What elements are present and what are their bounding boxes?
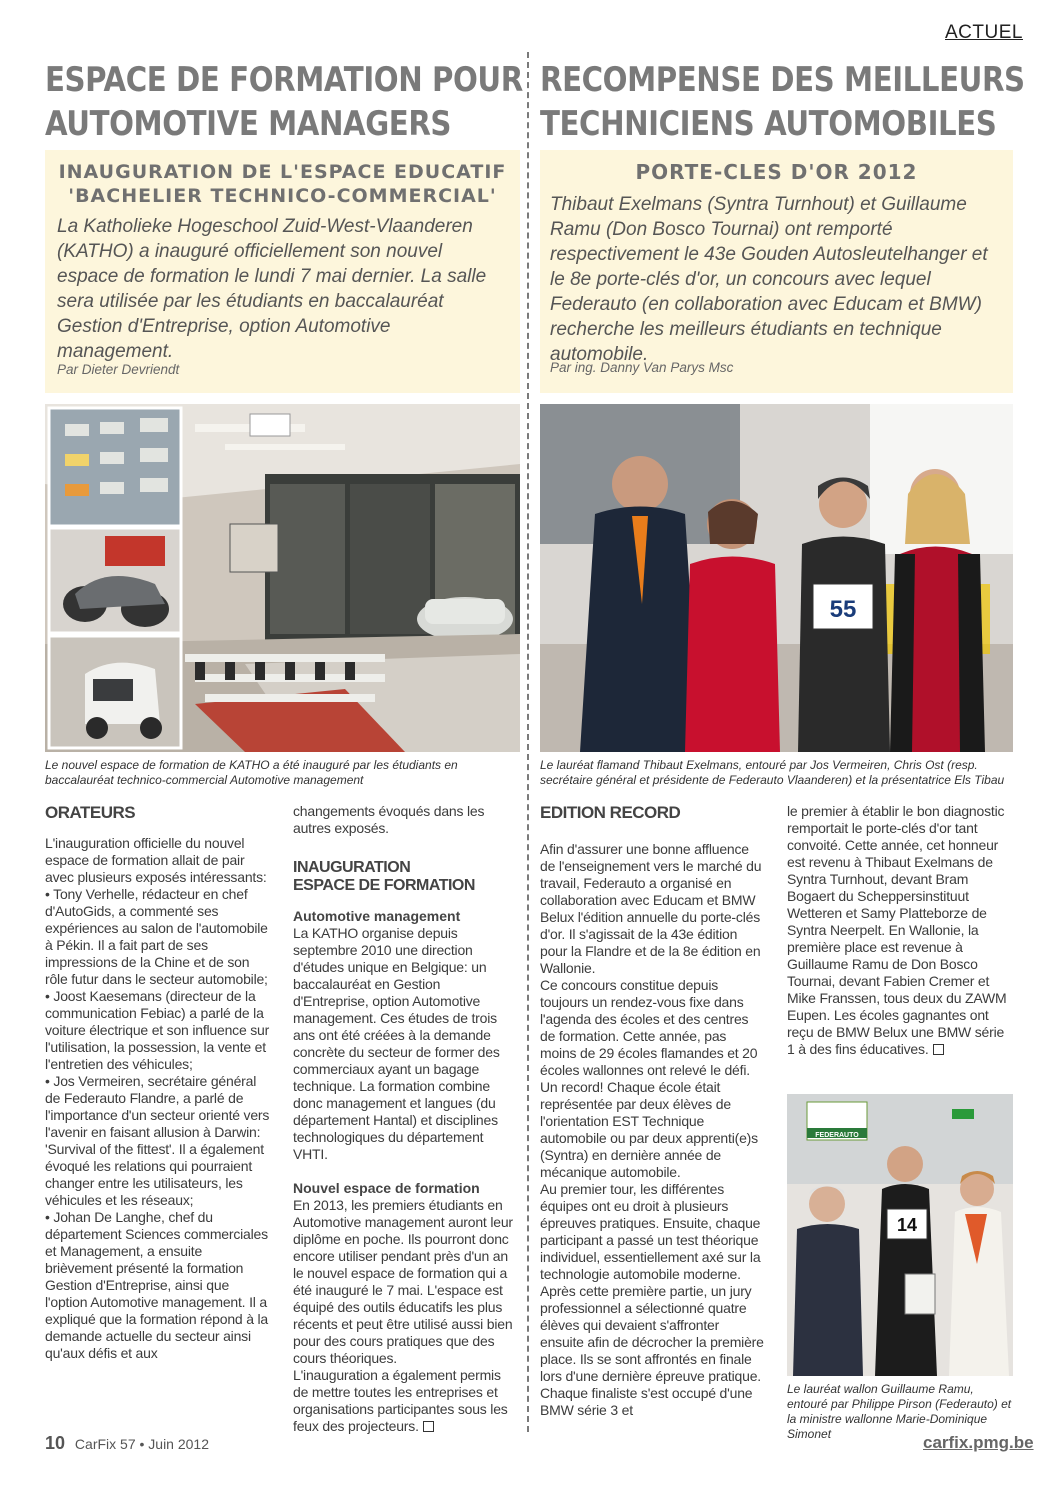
right-photo-caption: Le lauréat flamand Thibaut Exelmans, entouré par Jos Vermeiren, Chris Ost (resp. secrétaire général et présidente de Federauto Vlaanderen) et la présentatrice Els Tibau — [540, 758, 1005, 787]
award-photo — [540, 404, 1013, 752]
website-link[interactable]: carfix.pmg.be — [923, 1433, 1034, 1452]
inauguration-heading-line: ESPACE DE FORMATION — [293, 877, 475, 894]
left-lead-title-line: INAUGURATION DE L'ESPACE EDUCATIF — [58, 161, 507, 183]
nouvel-espace-paragraph: En 2013, les premiers étudiants en Automotive management auront leur diplôme en poche. Ils pourront donc encore utiliser pendant près d'un an le nouvel espace de formation qui a été inauguré le 7 mai. L'espace est équipé des outils éducatifs les plus récents et peut être utilisé aussi bien pour des cours pratiques que des cours théoriques. — [293, 1197, 513, 1366]
continuation-text: changements évoqués dans les autres exposés. — [293, 803, 485, 836]
column-divider — [527, 52, 531, 1432]
left-col2 — [293, 803, 517, 1435]
left-headline-line: ESPACE DE FORMATION POUR — [45, 60, 523, 100]
orateur-item: • Johan De Langhe, chef du département Sciences commerciales et Management, a ensuite brièvement présenté la formation Gestion d'Entreprise, ainsi que l'option Automotive management. Il a expliqué que la formation répond à la demande actuelle du secteur ainsi qu'aux défis et aux — [45, 1209, 268, 1361]
orateur-item: • Tony Verhelle, rédacteur en chef d'AutoGids, a commenté ses expériences au salon de l'automobile à Pékin. Il a fait part de ses impressions de la Chine et de son rôle futur dans le secteur automobile; — [45, 886, 268, 987]
left-lead-title — [45, 150, 520, 208]
orateurs-list — [45, 886, 270, 1362]
left-lead-box — [45, 150, 520, 393]
federauto-sign-text: FEDERAUTO — [815, 1132, 859, 1139]
orateurs-intro: L'inauguration officielle du nouvel espace de formation allait de pair avec plusieurs exposés intéressants: — [45, 835, 267, 885]
bib-number-text: 55 — [829, 596, 857, 623]
end-mark-icon — [423, 1421, 434, 1432]
left-byline: Par Dieter Devriendt — [57, 362, 180, 377]
end-mark-icon — [933, 1044, 944, 1055]
right-lead-text: Thibaut Exelmans (Syntra Turnhout) et Guillaume Ramu (Don Bosco Tournai) ont remporté respectivement le 43e Gouden Autosleutelhanger et le 8e porte-clés d'or, un concours avec lequel Federauto (en collaboration avec Educam et BMW) recherche les meilleurs étudiants en technique automobile. — [550, 194, 988, 365]
right-headline — [540, 58, 1025, 146]
right-col2 — [787, 803, 1013, 1058]
right-byline: Par ing. Danny Van Parys Msc — [550, 360, 734, 375]
edition-paragraph-1: Afin d'assurer une bonne affluence de l'enseignement vers le marché du travail, Federauto a organisé en collaboration avec Educam et BMW Belux l'édition annuelle du porte-clés d'or. Il s'agissait de la 43e édition pour la Flandre et de la 8e édition en Wallonie. — [540, 841, 762, 976]
right-lead-title: PORTE-CLES D'OR 2012 — [635, 160, 918, 184]
issue-info: CarFix 57 • Juin 2012 — [74, 1436, 210, 1452]
automotive-subheading: Automotive management — [293, 908, 461, 924]
right-lead-box — [540, 150, 1013, 393]
edition-paragraph-3: Au premier tour, les différentes équipes ont eu droit à plusieurs épreuves pratiques. Ensuite, chaque participant a passé un test théorique individuel, essentiellement axé sur la technologie automobile moderne. Après cette première partie, un jury professionnel a sélectionné quatre élèves qui devaient s'affronter ensuite afin de décrocher la première place. Ils se sont affrontés en finale lors d'une dernière épreuve pratique. Chaque finaliste s'est occupé d'une BMW série 3 et — [540, 1181, 764, 1418]
closing-paragraph: L'inauguration a également permis de mettre toutes les entreprises et organisations participantes sous les feux des projecteurs. — [293, 1367, 508, 1434]
left-col1 — [45, 803, 270, 1362]
automotive-paragraph: La KATHO organise depuis septembre 2010 une direction d'études unique en Belgique: un baccalauréat en Gestion d'Entreprise, option Automotive management. Ces études de trois ans ont été créées à la demande concrète du secteur de former des commerciaux ayant un bagage technique. La formation combine donc management et langues (du département Hantal) et disciplines technologiques du département VHTI. — [293, 925, 500, 1162]
walloon-photo-caption: Le lauréat wallon Guillaume Ramu, entouré par Philippe Pirson (Federauto) et la ministre wallonne Marie-Dominique Simonet — [787, 1382, 1012, 1441]
page-number: 10 — [45, 1433, 66, 1453]
right-headline-line: RECOMPENSE DES MEILLEURS — [540, 60, 1025, 100]
winners-paragraph: le premier à établir le bon diagnostic remportait le porte-clés d'or tant convoité. Cette année, cet honneur est revenu à Thibaut Exelmans de Syntra Turnhout, devant Bram Bogaert du Scheppersinstituut Wetteren et Samy Platteborze de Syntra Neerpelt. En Wallonie, la première place est revenue à Guillaume Ramu de Don Bosco Tournai, devant Fabien Cremer et Mike Franssen, tous deux du ZAWM Eupen. Les écoles gagnantes ont reçu de BMW Belux une BMW série 1 à des fins éducatives. — [787, 803, 1007, 1057]
nouvel-espace-subheading: Nouvel espace de formation — [293, 1180, 480, 1196]
inauguration-heading — [293, 859, 517, 895]
classroom-illustration — [45, 404, 520, 752]
right-col1 — [540, 803, 765, 1419]
edition-paragraph-2: Ce concours constitue depuis toujours un rendez-vous fixe dans l'agenda des écoles et des centres de formation. Cette année, pas moins de 29 écoles flamandes et 20 écoles wallonnes ont relevé le défi. Un record! Chaque école était représentée par deux élèves de l'orientation EST Technique automobile ou par deux apprenti(e)s (Syntra) en dernière année de mécanique automobile. — [540, 977, 758, 1180]
walloon-winner-illustration — [787, 1094, 1013, 1376]
walloon-winner-photo — [787, 1094, 1013, 1376]
edition-record-heading: EDITION RECORD — [540, 803, 681, 822]
left-lead-title-line: 'BACHELIER TECHNICO-COMMERCIAL' — [68, 185, 497, 207]
orateur-item: • Joost Kaesemans (directeur de la communication Febiac) a parlé de la voiture électrique et son influence sur l'utilisation, la possession, la vente et l'entretien des véhicules; — [45, 988, 270, 1072]
inauguration-heading-line: INAUGURATION — [293, 859, 411, 876]
footer-folio — [45, 1433, 209, 1454]
left-lead-text: La Katholieke Hogeschool Zuid-West-Vlaanderen (KATHO) a inauguré officiellement son nouvel espace de formation le lundi 7 mai dernier. La salle sera utilisée par les étudiants en baccalauréat Gestion d'Entreprise, option Automotive management. — [57, 216, 487, 362]
right-headline-line: TECHNICIENS AUTOMOBILES — [540, 104, 997, 144]
bib-number-text: 14 — [896, 1215, 918, 1235]
section-tag: ACTUEL — [945, 22, 1023, 43]
classroom-photo — [45, 404, 520, 752]
orateur-item: • Jos Vermeiren, secrétaire général de Federauto Flandre, a parlé de l'importance d'un secteur orienté vers l'avenir en faisant allusion à Darwin: 'Survival of the fittest'. Il a également évoqué les relations qui pourraient changer entre les utilisateurs, les véhicules et les réseaux; — [45, 1073, 270, 1208]
left-headline — [45, 58, 523, 146]
award-illustration — [540, 404, 1013, 752]
orateurs-heading: ORATEURS — [45, 803, 136, 822]
left-photo-caption: Le nouvel espace de formation de KATHO a été inauguré par les étudiants en baccalauréat technico-commercial Automotive management — [45, 758, 458, 787]
left-headline-line: AUTOMOTIVE MANAGERS — [45, 104, 452, 144]
